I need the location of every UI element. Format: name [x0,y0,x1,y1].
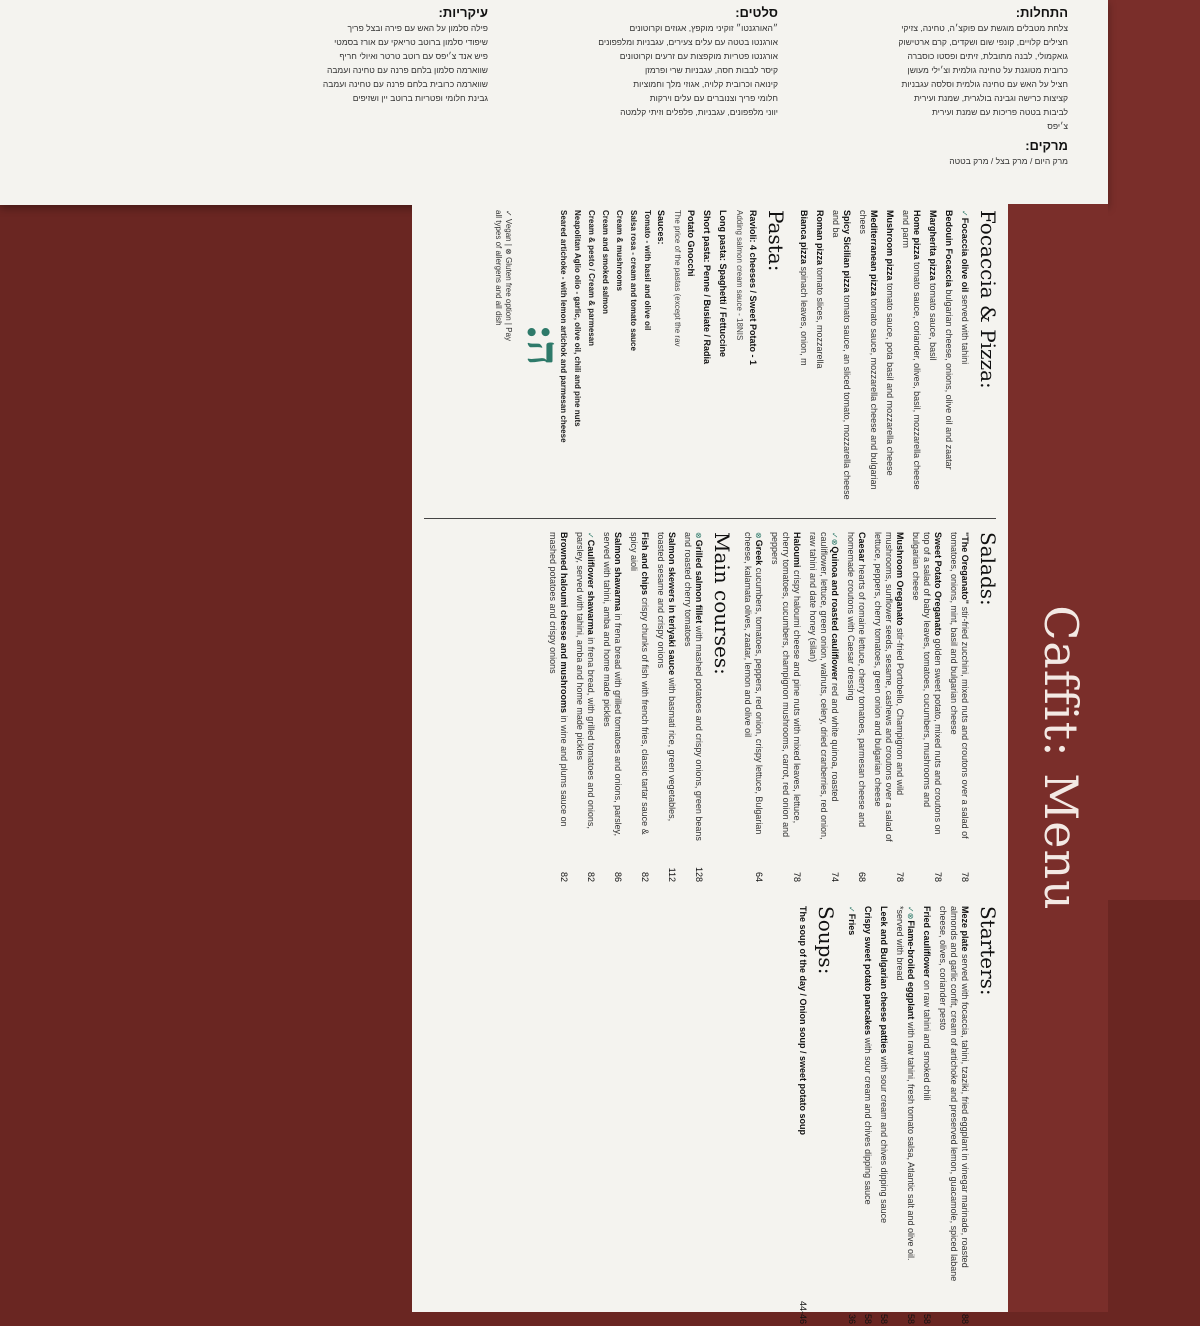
menu-item [682,532,704,884]
pasta-heading: Pasta: [764,210,788,272]
focaccia-pasta-column [554,210,1000,510]
sauce-item: Cream and smoked salmon [601,210,610,315]
hebrew-menu-item: אורגנטו בטטה עם עלים צעירים, עגבניות ומלפפונים [598,37,778,47]
sauces-heading: Sauces: [656,210,666,245]
menu-item-description: spinach leaves, onion, m [799,266,809,366]
menu-item-price: 58 [922,1313,932,1324]
menu-item-price: 82 [640,871,650,882]
menu-item [742,532,764,884]
menu-item-description: with raw tahini, fresh tomato salsa, Atlantic salt and olive oil. *served with bread [895,906,916,1261]
hebrew-menu-item: חצילים קלויים, קונפי שום ושקדים, קרם ארטישוק [898,37,1068,47]
menu-item-name: Grilled salmon fillet [694,539,704,624]
hebrew-menu-item: צלחת מטבלים מוגשת עם פוקצ׳ה, טחינה, צזיקי [901,23,1068,33]
sauce-item: Salsa rosa - cream and tomato sauce [629,210,638,351]
hebrew-menu-item: שווארמה סלמון בלחם פרנה עם טחינה ועמבה [326,65,488,75]
menu-item-name: Fries [847,913,857,936]
ravioli-line: Ravioli: 4 cheeses / Sweet Potato - 1 [748,210,758,366]
menu-item-description: served with focaccia, tahini, tzaziki, fried eggplant in vinegar marinade, roasted almonds and garlic confit, cream of artichoke and preserved lemon, guacamole, spiced labane cheese, olives, coriander pesto [938,906,970,1282]
menu-item-price: 44-46 [798,1300,808,1324]
hebrew-menu-item: קציצות כרישה וגבינה בולגרית, שמנת ועירית [913,93,1068,103]
ravioli-note: Adding salmon cream sauce - 18NIS [735,210,744,341]
menu-item-name: Salmon shawarma [613,532,623,612]
menu-item-name: Fried cauliflower [922,906,932,978]
sauce-item: Cream & pesto / Cream & parmesan [587,210,596,347]
menu-item-name: Mediterranean pizza [869,210,879,297]
menu-item-name: Flame-broiled eggplant [906,920,916,1020]
menu-item-name: Crispy sweet potato pancakes [863,906,873,1036]
menu-item [547,532,569,884]
pasta-price-note: The price of the pastas (except the rav [673,210,682,347]
hebrew-menu-item: מרק היום / מרק בצל / מרק בטטה [949,156,1068,166]
salads-mains-column [542,532,1000,884]
menu-item-description: hearts of romaine lettuce, cherry tomatoes, parmesan cheese and homemade croutons with Caesar dressing [846,532,867,828]
hebrew-starters-title: התחלות: [1015,5,1068,20]
menu-item-price: 82 [559,871,569,882]
diet-mark-icon: ✓ [960,210,969,217]
menu-item-description: golden sweet potato, mixed nuts and croutons on top of a salad of baby leaves, tomatoes, cucumbers, mushrooms and bulgarian cheese [911,532,943,835]
menu-item-description: served with tahini [960,294,970,365]
focaccia-heading: Focaccia & Pizza: [976,210,1000,389]
menu-item [655,532,677,884]
hebrew-menu-item: קיסר לבבות חסה, עגבניות שרי ופרמזן [644,65,778,75]
menu-item-name: "The Oreganato" [960,532,970,605]
menu-item-name: Bianca pizza [799,210,809,265]
menu-item-price: 74 [830,871,840,882]
diet-mark-icon: ⊗ [694,532,703,539]
menu-item-name: Greek [754,539,764,566]
menu-item-name: Leek and Bulgarian cheese patties [879,906,889,1054]
menu-item-name: Bedouin Focaccia [944,210,954,288]
menu-item-name: Margherita pizza [928,210,938,281]
diet-mark-icon: ✓⊗ [830,532,839,546]
menu-item-price: 82 [586,871,596,882]
menu-item [862,906,873,1326]
mains-heading: Main courses: [710,532,734,675]
menu-item-price: 58 [906,1313,916,1324]
hebrew-menu-item: צ׳יפס [1047,121,1068,131]
menu-item [872,532,905,884]
menu-item-description: tomato sauce, basil [928,283,938,361]
hebrew-menu-item: כרובית מטוגנת על טחינה גולמית וצ׳ילי מעושן [907,65,1068,75]
menu-item [910,532,943,884]
menu-item-name: The soup of the day / Onion soup / sweet potato soup [798,906,808,1136]
menu-item-price: 68 [857,871,867,882]
diet-mark-icon: ✓ [586,532,595,539]
menu-item-name: Browned haloumi cheese and mushrooms [559,532,569,714]
menu-title-band [1008,204,1108,1312]
sauce-item: Seared artichoke - with lemon artichok and parmesan cheese [559,210,568,443]
soups-heading: Soups: [814,906,838,975]
menu-item-description: in frena bread with grilled tomatoes and onions, parsley, served with tahini, amba and home made pickles [602,532,623,837]
menu-item [769,532,802,884]
hebrew-soups-title: מרקים: [1025,138,1068,153]
menu-item [894,906,916,1326]
sauce-item: Cream & mushrooms [615,210,624,291]
hebrew-salads-column [538,6,778,120]
caffit-logo: :ה [517,324,568,366]
menu-item-description: tomato slices, mozzarella [815,267,825,369]
menu-item-price: 88 [960,1313,970,1324]
menu-item-price: 58 [863,1313,873,1324]
menu-item-description: cucumbers, tomatoes, peppers, red onion, crispy lettuce, Bulgarian cheese, kalamata olives, zaatar, lemon and olive oil [743,532,764,835]
hebrew-menu-item: חלומי פריך וצנוברים עם עלים וירקות [649,93,778,103]
legend [493,210,513,510]
menu-item [797,906,808,1326]
menu-item-price: 78 [895,871,905,882]
hebrew-mains-column [248,6,488,106]
legend-line-2: all types of allergens and all dish [494,210,503,326]
menu-item-price: 64 [754,871,764,882]
hebrew-menu-page [0,0,1108,205]
diet-mark-icon: ✓ [847,906,856,913]
menu-item-description: tomato sauce, pota basil and mozzarella cheese [885,283,895,476]
menu-item-name: Quinoa and roasted cauliflower [830,546,840,681]
sauce-item: Neapolitan Aglio olio - garlic, olive oil, chili and pine nuts [573,210,582,427]
menu-item [798,210,809,510]
menu-item-price: 86 [613,871,623,882]
hebrew-menu-item: אורגנטו פטריות מוקפצות עם זרעים וקרוטונים [619,51,778,61]
menu-item-price: 78 [792,871,802,882]
menu-item-description: with mashed potatoes and crispy onions, green beans and roasted cherry tomatoes [683,532,704,841]
column-divider [424,518,996,519]
menu-item-name: Caesar [857,532,867,563]
hebrew-salads-title: סלטים: [735,5,778,20]
short-pasta-line: Short pasta: Penne / Busiate / Radia [702,210,712,365]
menu-item [628,532,650,884]
menu-item-name: Roman pizza [815,210,825,266]
long-pasta-line: Long pasta: Spaghetti / Fettuccine [718,210,728,358]
menu-item [857,210,879,510]
hebrew-menu-item: פיש אנד צ׳יפס עם רוטב טרטר ואיולי חריף [339,51,488,61]
hebrew-menu-item: ״האורגנטו״ זוקיני מוקפץ, אגוזים וקרוטונים [629,23,778,33]
starters-soups-column [792,906,1000,1326]
legend-line-1: ✓ Vegan | ⊗ Gluten free option | Pay [504,210,513,341]
gnocchi-line: Potato Gnocchi [686,210,696,277]
menu-item [937,906,970,1326]
menu-item-price: 128 [694,866,704,882]
menu-item [948,532,970,884]
diet-mark-icon: ⊗ [754,532,763,539]
hebrew-menu-item: שווארמה כרובית בלחם פרנה עם טחינה ועמבה [322,79,488,89]
menu-item [574,532,596,884]
menu-item-description: in wine and plums sauce on mashed potatoes and crispy onions [548,532,569,827]
hebrew-menu-item: גואקמולי, לבנה מתובלת, זיתים ופסטו כוסברה [907,51,1068,61]
hebrew-menu-item: קינואה וכרובית קלויה, אגוזי מלך וחמוציות [633,79,778,89]
hebrew-mains-title: עיקריות: [438,5,488,20]
hebrew-menu-item: יווני מלפפונים, עגבניות, פלפלים וזיתי קלמטה [620,107,778,117]
menu-item-name: Meze plate [960,906,970,952]
menu-item [807,532,840,884]
hebrew-menu-item: לביבות בטטה פריכות עם שמנת ועירית [931,107,1068,117]
salads-heading: Salads: [976,532,1000,606]
menu-item-description: red and white quinoa, roasted cauliflower, lettuce, green onion, walnuts, celery, dried cranberries, red onion, raw tahini and date honey (silan) [808,532,840,840]
menu-item-name: Fish and chips [640,532,650,596]
menu-item-name: Mushroom Oreganato [895,532,905,626]
menu-item-description: stir-fried Portobello, Champignon and wild mushrooms, sunflower seeds, sesame, cashews and croutons over a salad of lettuce, peppers, cherry tomatoes, green onion and bulgarian cheese [873,532,905,842]
menu-item-name: Mushroom pizza [885,210,895,281]
menu-item-description: tomato sauce, mozzarella cheese and bulgarian chees [858,210,879,490]
menu-item-price: 78 [960,871,970,882]
hebrew-menu-item: גבינת חלומי ופטריות ברוטב יין ושזיפים [352,93,488,103]
menu-item-description: stir-fried zucchini, mixed nuts and croutons over a salad of tomatoes, onions, mint, basil and bulgarian cheese [949,532,970,839]
menu-item [601,532,623,884]
hebrew-starters-column [828,6,1068,169]
menu-item-description: tomato sauce, an sliced tomato, mozzarella cheese and ba [831,210,852,500]
menu-item-description: bulgarian cheese, onions, olive oil and zaatar [944,289,954,470]
menu-item [943,210,954,510]
menu-item-price: 78 [933,871,943,882]
hebrew-menu-item: חציל על האש עם טחינה גולמית וסלסה עגבניות [901,79,1068,89]
menu-item-description: with sour cream and chives dipping sauce [863,1037,873,1205]
diet-mark-icon: ✓⊗ [906,906,915,920]
menu-item-price: 112 [667,867,677,882]
menu-title: Caffit: Menu [1034,605,1088,911]
hebrew-menu-item: פילה סלמון על האש עם פירה ובצל פריך [347,23,488,33]
menu-item-price: 36 [847,1313,857,1324]
menu-item-description: crispy chunks of fish with french fries, classic tartar sauce & spicy aioli [629,532,650,835]
menu-item [959,210,970,510]
menu-item-name: Haloumi [792,532,802,568]
menu-item [884,210,895,510]
menu-item-description: on raw tahini and smoked chili [922,980,932,1101]
menu-item-description: with sour cream and chives dipping sauce [879,1056,889,1224]
menu-item-name: Salmon skewers in teriyaki sauce [667,532,677,676]
menu-item-name: Spicy Sicilian pizza [842,210,852,293]
menu-item [830,210,852,510]
menu-item-name: Home pizza [912,210,922,260]
hebrew-menu-item: שיפודי סלמון ברוטב טריאקי עם אורז בסמטי [334,37,488,47]
menu-item-name: Cauliflower shawarma [586,539,596,635]
starters-heading: Starters: [976,906,1000,996]
menu-item [900,210,922,510]
english-menu-page [412,204,1108,1324]
menu-item-name: Sweet Potato Oreganato [933,532,943,637]
menu-item [921,906,932,1326]
sauce-item: Tomato - with basil and olive oil [643,210,652,331]
menu-item-price: 58 [879,1313,889,1324]
menu-item [927,210,938,510]
menu-item [878,906,889,1326]
menu-item-description: in frena bread, with grilled tomatoes and onions, parsley, served with tahini, amba and home made pickles [575,532,596,829]
menu-item-description: with basmati rice, green vegetables, toasted sesame and crispy onions [656,532,677,822]
menu-item [845,532,867,884]
menu-item-description: crispy haloumi cheese and pine nuts with mixed leaves, lettuce, cherry tomatoes, cucumbers, champignon mushrooms, carrot, red onion and peppers [770,532,802,838]
menu-item [846,906,857,1326]
menu-item-description: tomato sauce, coriander, olives, basil, mozzarella cheese and parm [901,210,922,490]
menu-item [814,210,825,510]
menu-item-name: Focaccia olive oil [960,217,970,293]
